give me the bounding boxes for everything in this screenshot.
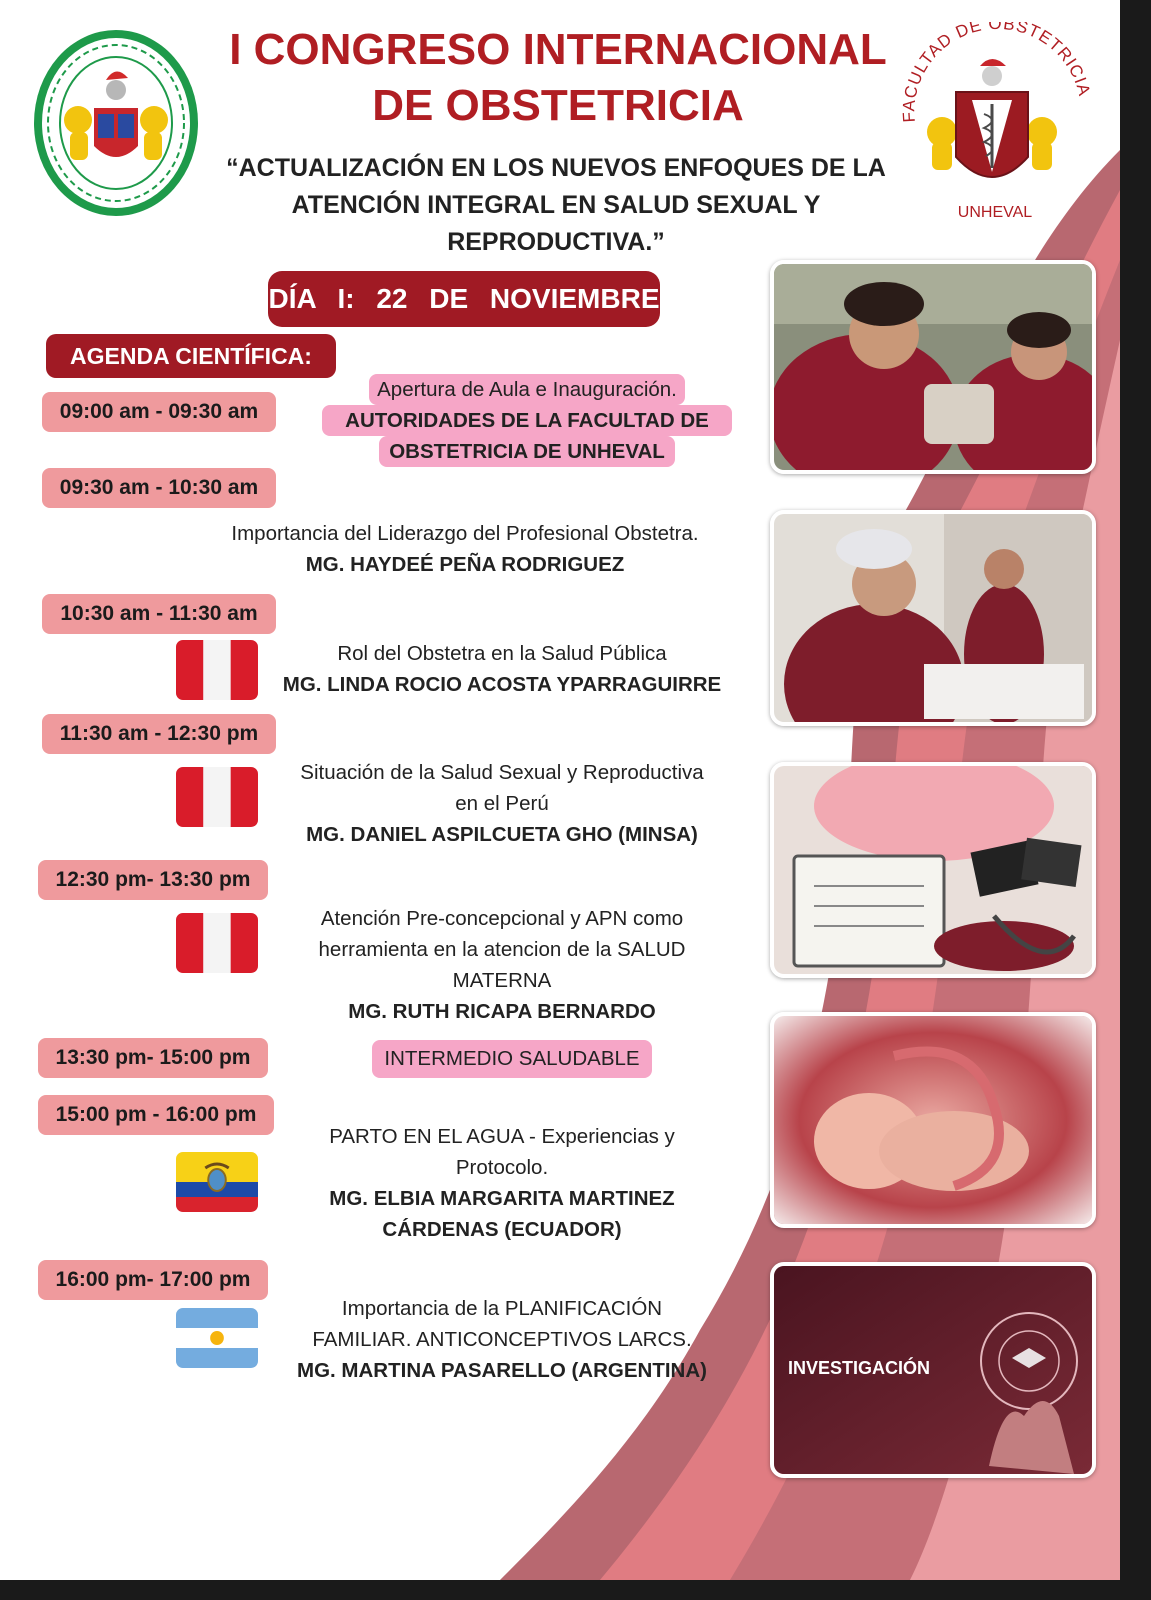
time-slot-7: 15:00 pm - 16:00 pm <box>38 1095 274 1135</box>
topic-3: Rol del Obstetra en la Salud Pública <box>337 642 667 665</box>
topic-5-line-1: Atención Pre-concepcional y APN como <box>320 907 684 930</box>
speaker-5: MG. RUTH RICAPA BERNARDO <box>348 1000 656 1023</box>
faculty-arc-text: FACULTAD DE OBSTETRICIA <box>899 22 1095 123</box>
time-slot-3: 10:30 am - 11:30 am <box>42 594 276 634</box>
investigacion-label: INVESTIGACIÓN <box>788 1358 931 1378</box>
time-slot-1: 09:00 am - 09:30 am <box>42 392 276 432</box>
topic-5-line-2: herramienta en la atencion de la SALUD <box>318 938 686 961</box>
title-line-2: DE OBSTETRICIA <box>372 81 744 130</box>
congress-theme <box>196 150 916 261</box>
topic-7-line-1: PARTO EN EL AGUA - Experiencias y <box>329 1125 675 1148</box>
topic-7-line-2: Protocolo. <box>455 1156 549 1179</box>
speaker-2: MG. HAYDEÉ PEÑA RODRIGUEZ <box>305 553 625 576</box>
speaker-7-line-2: CÁRDENAS (ECUADOR) <box>382 1218 622 1241</box>
speaker-3: MG. LINDA ROCIO ACOSTA YPARRAGUIRRE <box>282 673 722 696</box>
agenda-item-4 <box>262 757 742 850</box>
topic-4-line-1: Situación de la Salud Sexual y Reproductiva <box>300 761 704 784</box>
photo-investigacion <box>770 1262 1096 1478</box>
subtitle-line-1: “ACTUALIZACIÓN EN LOS NUEVOS ENFOQUES DE LA <box>226 154 886 182</box>
agenda-label: AGENDA CIENTÍFICA: <box>46 334 336 378</box>
agenda-item-3 <box>262 638 742 700</box>
time-slot-6: 13:30 pm- 15:00 pm <box>38 1038 268 1078</box>
photo-students-practice <box>770 260 1096 474</box>
title-line-1: I CONGRESO INTERNACIONAL <box>229 25 887 74</box>
unheval-seal-logo <box>32 28 200 218</box>
agenda-item-5 <box>262 903 742 1027</box>
ecuador-flag <box>176 1152 258 1212</box>
argentina-flag <box>176 1308 258 1368</box>
subtitle-line-3: REPRODUCTIVA.” <box>447 228 665 256</box>
time-slot-5: 12:30 pm- 13:30 pm <box>38 860 268 900</box>
speaker-1-line-2: OBSTETRICIA DE UNHEVAL <box>379 436 675 467</box>
speaker-4: MG. DANIEL ASPILCUETA GHO (MINSA) <box>306 823 698 846</box>
speaker-1-line-1: AUTORIDADES DE LA FACULTAD DE <box>322 405 732 436</box>
topic-1: Apertura de Aula e Inauguración. <box>377 378 677 401</box>
photo-obstetrician-exam <box>770 510 1096 726</box>
agenda-item-7 <box>262 1121 742 1245</box>
peru-flag <box>176 913 258 973</box>
subtitle-line-2: ATENCIÓN INTEGRAL EN SALUD SEXUAL Y <box>291 191 821 219</box>
time-slot-2: 09:30 am - 10:30 am <box>42 468 276 508</box>
agenda-item-2 <box>180 518 750 580</box>
agenda-item-1 <box>322 374 732 467</box>
topic-2: Importancia del Liderazgo del Profesional Obstetra. <box>231 522 699 545</box>
faculty-obstetrics-logo <box>890 22 1100 232</box>
speaker-8: MG. MARTINA PASARELLO (ARGENTINA) <box>297 1359 707 1382</box>
time-slot-8: 16:00 pm- 17:00 pm <box>38 1260 268 1300</box>
break-badge: INTERMEDIO SALUDABLE <box>372 1040 652 1078</box>
topic-8-line-2: FAMILIAR. ANTICONCEPTIVOS LARCS. <box>312 1328 692 1351</box>
topic-5-line-3: MATERNA <box>452 969 552 992</box>
photo-fetus <box>770 1012 1096 1228</box>
topic-8-line-1: Importancia de la PLANIFICACIÓN <box>341 1297 663 1320</box>
topic-4-line-2: en el Perú <box>455 792 549 815</box>
topic-1-box <box>369 374 685 405</box>
time-slot-4: 11:30 am - 12:30 pm <box>42 714 276 754</box>
day-badge: DÍA I: 22 DE NOVIEMBRE <box>268 271 660 327</box>
speaker-7-line-1: MG. ELBIA MARGARITA MARTINEZ <box>329 1187 675 1210</box>
agenda-item-8 <box>262 1293 742 1386</box>
photo-prenatal-checkup <box>770 762 1096 978</box>
unheval-caption: UNHEVAL <box>957 204 1033 221</box>
peru-flag <box>176 767 258 827</box>
peru-flag <box>176 640 258 700</box>
